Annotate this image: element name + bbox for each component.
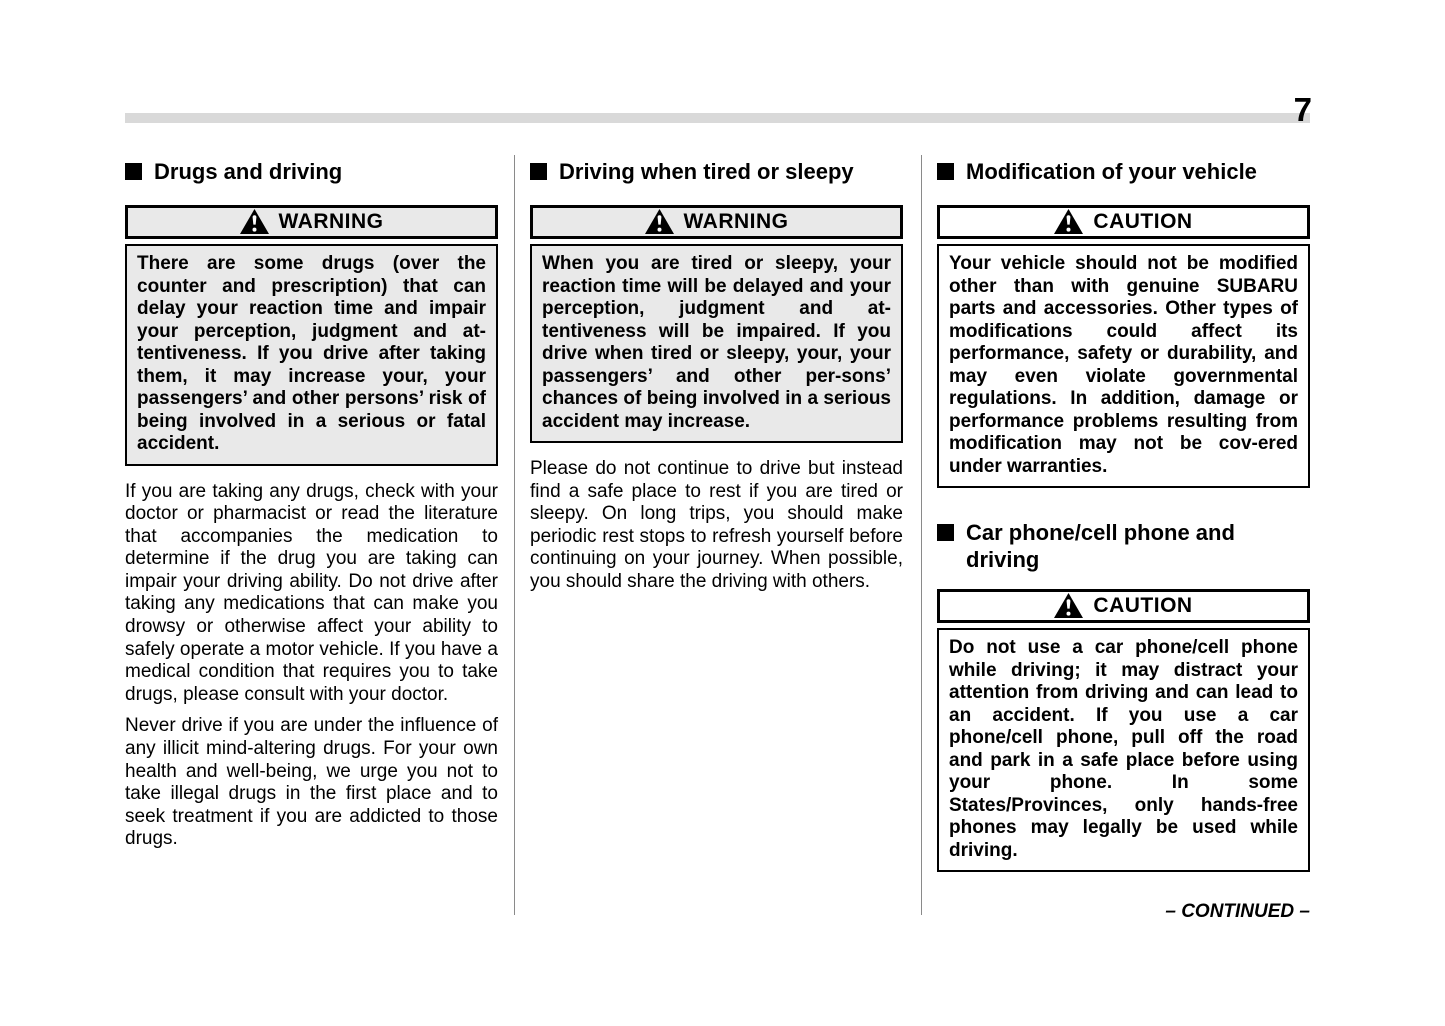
caution-header (937, 589, 1310, 623)
column-drugs-and-driving (125, 158, 498, 851)
column-divider (921, 155, 922, 915)
body-paragraph: If you are taking any drugs, check with your doctor or pharmacist or read the literature that accompanies the medication to determine if the drug you are taking can impair your driving ability. Do not drive after taking any medications that can make you drowsy or otherwise affect your ability to safely operate a motor vehicle. If you have a medical condition that requires you to take drugs, please consult with your doctor. (125, 480, 498, 705)
section-heading-text: Modification of your vehicle (966, 159, 1257, 184)
section-heading (530, 158, 903, 185)
warning-text: There are some drugs (over the counter and prescription) that can delay your reaction time and impair your perception, judgment and at-tentiveness. If you drive after taking them, it may increase your, your passengers’ and other persons’ risk of being involved in a serious or fatal accident. (125, 244, 498, 466)
column-divider (514, 155, 515, 915)
warning-triangle-icon (240, 209, 269, 234)
body-paragraph: Please do not continue to drive but instead find a safe place to rest if you are tired or sleepy. On long trips, you should make periodic rest stops to refresh yourself before continuing on your journey. When possible, you should share the driving with others. (530, 458, 903, 592)
section-bullet-icon (937, 163, 954, 180)
warning-triangle-icon (645, 209, 674, 234)
section-heading-text: Drugs and driving (154, 159, 343, 184)
caution-text: Do not use a car phone/cell phone while driving; it may distract your attention from driving and can lead to an accident. If you use a car phone/cell phone, pull off the road and park in a safe place before using your phone. In some States/Provinces, only hands-free phones may legally be used while driving. (937, 628, 1310, 872)
caution-text: Your vehicle should not be modified other than with genuine SUBARU parts and accessories. Other types of modifications could affect its performance, safety or durability, and may even violate governmental regulations. In addition, damage or performance problems resulting from modification may not be cov-ered under warranties. (937, 244, 1310, 488)
section-bullet-icon (937, 524, 954, 541)
warning-box (125, 205, 498, 466)
header-rule (125, 113, 1310, 123)
column-driving-tired-or-sleepy (530, 158, 903, 594)
warning-text: When you are tired or sleepy, your reaction time will be delayed and your perception, judgment and at-tentiveness will be impaired. If you drive when tired or sleepy, your, your passengers’ and other per-sons’ chances of being involved in a serious accident may increase. (530, 244, 903, 443)
section-heading-text: Car phone/cell phone and driving (966, 520, 1235, 572)
section-bullet-icon (125, 163, 142, 180)
section-heading (937, 519, 1310, 573)
column-modification-and-car-phone (937, 158, 1310, 887)
continued-label: – CONTINUED – (1165, 901, 1310, 922)
caution-header (937, 205, 1310, 239)
warning-box (530, 205, 903, 443)
section-heading-text: Driving when tired or sleepy (559, 159, 854, 184)
page-number: 7 (1293, 91, 1312, 128)
section-heading (125, 158, 498, 185)
warning-triangle-icon (1054, 209, 1083, 234)
section-heading (937, 158, 1310, 185)
caution-box (937, 205, 1310, 488)
warning-label: WARNING (683, 210, 789, 233)
body-paragraph: Never drive if you are under the influence of any illicit mind-altering drugs. For your own health and well-being, we urge you not to take illegal drugs in the first place and to seek treatment if you are addicted to those drugs. (125, 715, 498, 850)
caution-box (937, 589, 1310, 872)
warning-header (125, 205, 498, 239)
section-bullet-icon (530, 163, 547, 180)
warning-triangle-icon (1054, 593, 1083, 618)
warning-label: WARNING (278, 210, 384, 233)
caution-label: CAUTION (1093, 210, 1193, 233)
warning-header (530, 205, 903, 239)
caution-label: CAUTION (1093, 594, 1193, 617)
